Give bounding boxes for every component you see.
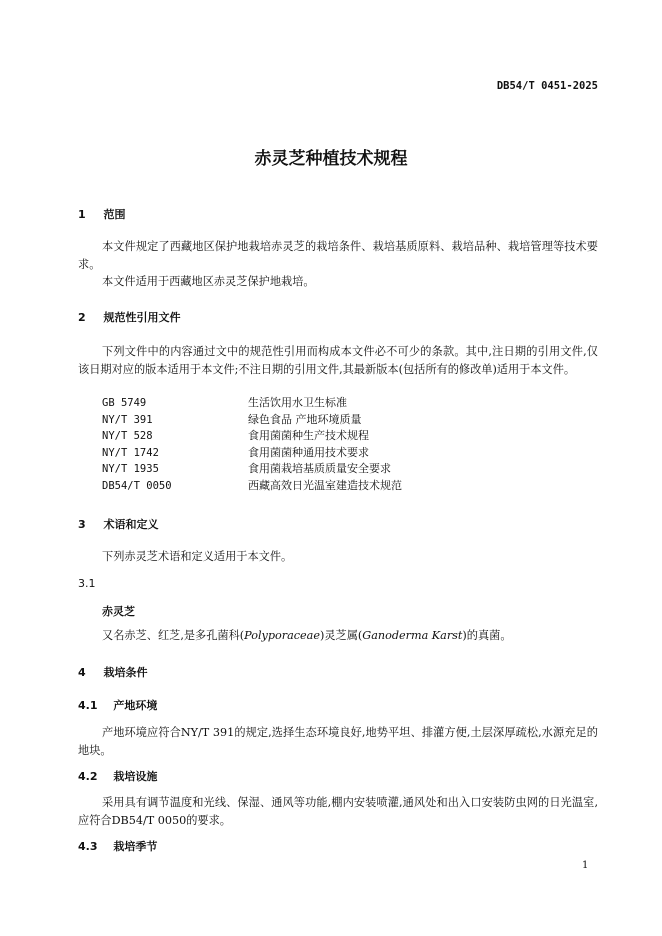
subsection-4-3-heading (78, 838, 157, 854)
section-3-paragraph-1: 下列赤灵芝术语和定义适用于本文件。 (102, 550, 293, 563)
subsection-4-1-heading (78, 697, 157, 713)
section-1-heading (78, 206, 126, 222)
subsection-title: 栽培设施 (113, 770, 158, 783)
reference-name: 生活饮用水卫生标准 (248, 396, 347, 409)
section-title: 栽培条件 (103, 666, 148, 679)
reference-name: 食用菌栽培基质质量安全要求 (248, 462, 391, 475)
reference-name: 西藏高效日光温室建造技术规范 (248, 478, 402, 492)
section-1-paragraph-1: 本文件规定了西藏地区保护地栽培赤灵芝的栽培条件、栽培基质原料、栽培品种、栽培管理等技术要求。 (78, 240, 598, 271)
reference-code: NY/T 1935 (102, 463, 159, 475)
section-title: 规范性引用文件 (103, 311, 181, 324)
definition-text: 又名赤芝、红芝,是多孔菌科( (102, 629, 245, 642)
subsection-title: 产地环境 (113, 699, 158, 712)
subsection-number: 4.2 (78, 770, 98, 783)
section-number: 1 (78, 208, 86, 221)
section-number: 2 (78, 311, 86, 324)
subsection-title: 栽培季节 (113, 840, 158, 853)
document-code: DB54/T 0451-2025 (496, 80, 598, 92)
section-number: 3 (78, 518, 86, 531)
section-1-paragraph-2: 本文件适用于西藏地区赤灵芝保护地栽培。 (102, 275, 315, 288)
definition-text: )灵芝属( (319, 629, 363, 642)
subsection-4-2-paragraph: 采用具有调节温度和光线、保湿、通风等功能,棚内安装喷灌,通风处和出入口安装防虫网的日光温室,应符合DB54/T 0050的要求。 (78, 796, 598, 827)
subsection-number: 4.3 (78, 840, 98, 853)
section-4-heading (78, 664, 148, 680)
reference-code: GB 5749 (102, 397, 147, 409)
term-name: 赤灵芝 (102, 605, 135, 618)
section-title: 范围 (103, 208, 126, 221)
latin-family-name: Polyporaceae (244, 629, 320, 642)
section-2-heading (78, 309, 181, 325)
subsection-4-1-paragraph: 产地环境应符合NY/T 391的规定,选择生态环境良好,地势平坦、排灌方便,土层深厚疏松,水源充足的地块。 (78, 726, 598, 757)
reference-name: 食用菌菌种生产技术规程 (248, 429, 369, 442)
page-number: 1 (582, 860, 589, 871)
section-3-heading (78, 516, 159, 532)
section-number: 4 (78, 666, 86, 679)
term-definition (102, 627, 602, 645)
reference-code: NY/T 1742 (102, 446, 159, 459)
term-number: 3.1 (78, 577, 96, 590)
reference-code: NY/T 391 (102, 413, 153, 426)
definition-text: )的真菌。 (462, 629, 512, 642)
reference-name: 食用菌菌种通用技术要求 (248, 445, 369, 459)
normative-references-list (102, 395, 402, 494)
subsection-number: 4.1 (78, 699, 98, 712)
reference-code: NY/T 528 (102, 430, 153, 442)
reference-row (102, 412, 402, 429)
reference-name: 绿色食品 产地环境质量 (248, 412, 362, 426)
reference-row (102, 478, 402, 495)
reference-row (102, 445, 402, 462)
section-2-paragraph-1: 下列文件中的内容通过文中的规范性引用而构成本文件必不可少的条款。其中,注日期的引用文件,仅该日期对应的版本适用于本文件;不注日期的引用文件,其最新版本(包括所有的修改单)适用于本文件。 (78, 345, 598, 376)
reference-row (102, 428, 402, 445)
subsection-4-2-heading (78, 768, 157, 784)
document-title: 赤灵芝种植技术规程 (254, 149, 408, 169)
section-title: 术语和定义 (103, 518, 159, 531)
reference-row (102, 461, 402, 478)
reference-code: DB54/T 0050 (102, 479, 172, 492)
latin-genus-name: Ganoderma Karst (362, 629, 463, 642)
reference-row (102, 395, 402, 412)
